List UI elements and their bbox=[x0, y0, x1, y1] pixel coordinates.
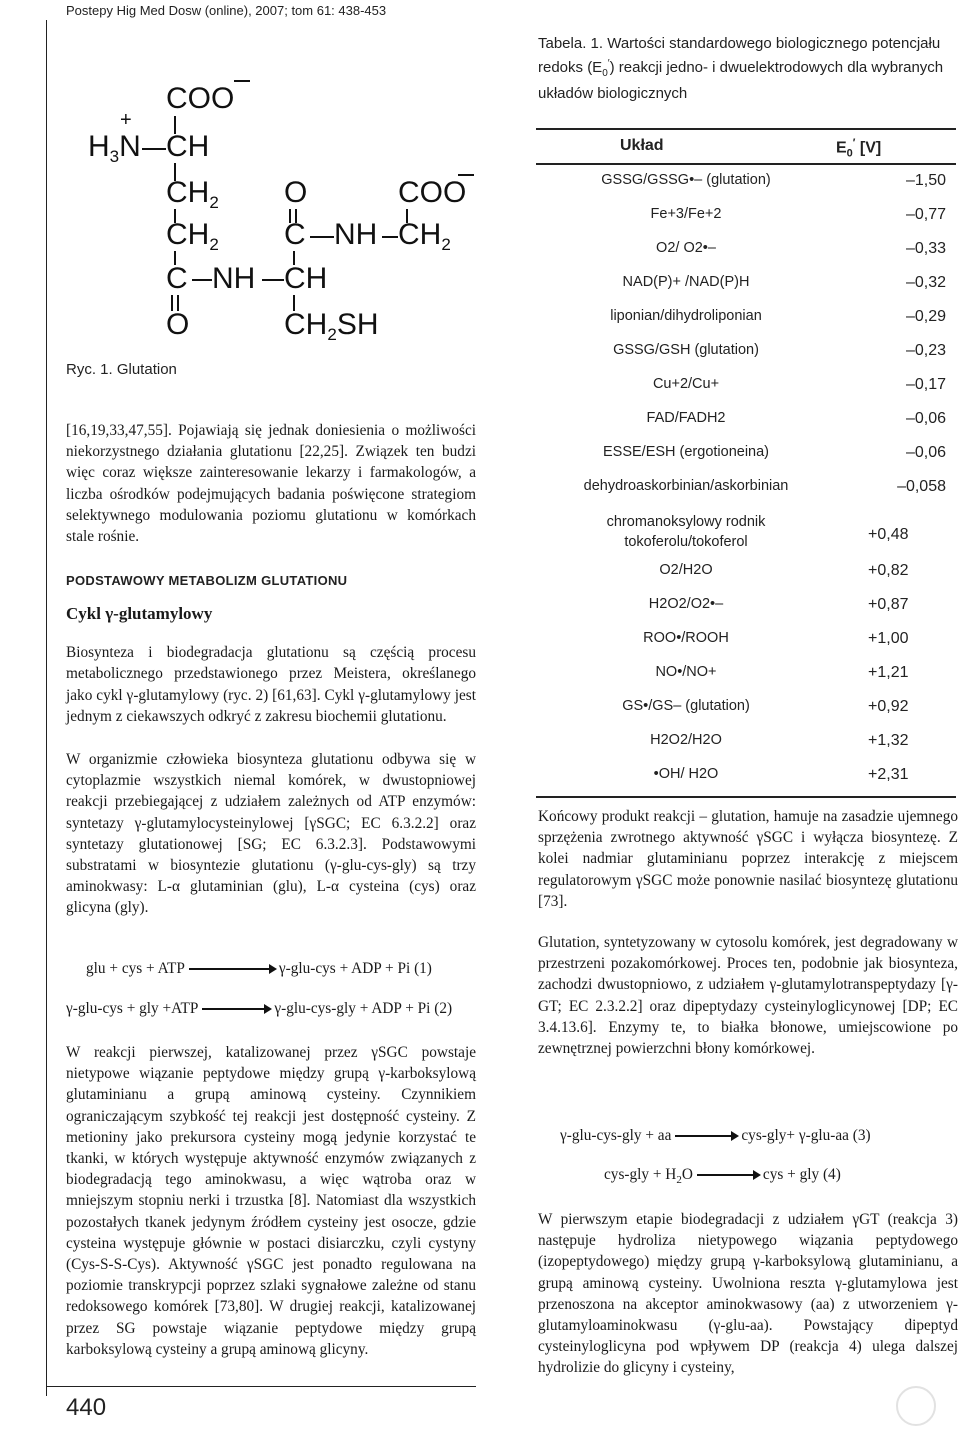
paragraph-degradation: Glutation, syntetyzowany w cytosolu komórek, jest degradowany w przestrzeni pozakomórkowej. Proces ten, podobnie jak biosynteza, zachodzi dwustopniowo, z udziałem γ-glutamylotranspeptydazy [γ-GT; EC 2.3.2.2] oraz dipeptydazy cysteinyloglicynowej [DP; EC 3.4.13.6]. Enzymy te, to białka błonowe, umiejscowione po zewnętrznej powierzchni błony komórkowej. bbox=[538, 934, 958, 1058]
table-row bbox=[536, 512, 956, 562]
charge-minus-top bbox=[234, 80, 250, 82]
table-header-rule bbox=[536, 163, 956, 165]
table-row bbox=[536, 444, 956, 478]
table-caption: Tabela. 1. Wartości standardowego biologicznego potencjału redoks $(E_0')$ reakcji jedno- i dwuelektrodowych dla wybranych układów biologicznych bbox=[538, 35, 944, 102]
table-cell-value: +1,21 bbox=[868, 664, 909, 681]
bond-nh-ch bbox=[262, 279, 284, 281]
atom-ch-mid: CH bbox=[284, 262, 328, 295]
table-row bbox=[536, 596, 956, 630]
table-cell-system: NO•/NO+ bbox=[655, 664, 717, 680]
table-row bbox=[536, 342, 956, 376]
right-column bbox=[538, 806, 958, 1059]
bond-n-ch bbox=[142, 148, 166, 150]
table-top-rule bbox=[536, 128, 956, 130]
paragraph-biosynthesis: W organizmie człowieka biosynteza glutationu odbywa się w cytoplazmie wszystkich niemal komórek, w dwustopniowej reakcji przebiegającej z udziałem zależnych od ATP enzymów: syntetazy γ-glutamylocysteinylowej [γSGC; EC 6.3.2.2] oraz syntetazy glutationowej [SG; EC 6.3.2.3]. Podstawowymi substratami w biosyntezie glutationu (γ-glu-cys-gly) są trzy aminokwasy: L-α glutaminian (glu), L-α cysteina (cys) oraz glicyna (gly). bbox=[66, 751, 476, 917]
table-cell-system: liponian/dihydroliponian bbox=[610, 308, 762, 324]
paragraph-reaction-one: W reakcji pierwszej, katalizowanej przez γSGC powstaje nietypowe wiązanie peptydowe między grupą γ-karboksylową glutaminianu a grupą aminową cysteiny. Czynnikiem ograniczającym szybkość tej reakcji jest dostępność cysteiny. Z metioniny jako prekursora cysteiny mogą jedynie korzystać te tkanki, w których występuje aktywność enzymów związanych z biodegradacją tego aminokwasu, a więc wątroba oraz w mniejszym stopniu nerki i trzustka [8]. Natomiast dla wszystkich pozostałych tkanek jedynym źródłem cysteiny jest osocze, gdzie cysteina występuje głównie w postaci disiarczku, czyli cystyny (Cys-S-S-Cys). Aktywność γSGC jest ponadto regulowana na poziomie transkrypcji poprzez szlaki sygnałowe zależne od stanu redoksowego komórek [73,80]. W drugiej reakcji, katalizowanej przez SG powstaje wiązanie peptydowe między grupą karboksylową cysteiny a grupą aminową glicyny. bbox=[66, 1044, 476, 1358]
atom-coo-top: COO bbox=[166, 82, 235, 115]
paragraph-feedback: Końcowy produkt reakcji – glutation, hamuje na zasadzie ujemnego sprzężenia zwrotnego aktywność γSGC i wyłącza biosyntezę. Z kolei nadmiar glutaminianu poprzez interakcję z miejscem regulatorowym γSGC może ponownie nasilać biosyntezę glutationu [73]. bbox=[538, 808, 958, 910]
table-cell-system: Cu+2/Cu+ bbox=[652, 376, 720, 392]
left-column-bottom bbox=[66, 1042, 476, 1360]
table-cell-system: ROO•/ROOH bbox=[643, 630, 729, 646]
subsection-title: Cykl γ-glutamylowy bbox=[66, 604, 213, 624]
atom-c-mid: C bbox=[284, 218, 306, 251]
left-margin-rule bbox=[46, 20, 47, 1396]
table-cell-value: –0,33 bbox=[905, 240, 946, 257]
reaction-arrow-icon bbox=[697, 1174, 759, 1176]
table-cell-value: +0,92 bbox=[868, 698, 909, 715]
table-row bbox=[536, 732, 956, 766]
table-header-value: $E_0'$ [V] bbox=[836, 137, 882, 160]
reaction-1: glu + cys + ATP γ-glu-cys + ADP + Pi (1) bbox=[86, 960, 432, 977]
reaction-arrow-icon bbox=[202, 1008, 270, 1010]
table-cell-value: –0,06 bbox=[905, 410, 946, 427]
atom-ch-top: CH bbox=[166, 130, 210, 163]
table-cell-value: –0,06 bbox=[905, 444, 946, 461]
table-cell-value: –0,77 bbox=[905, 206, 946, 223]
table-row bbox=[536, 274, 956, 308]
table-cell-value: +0,82 bbox=[868, 562, 909, 579]
atom-ch2sh: $CH_2SH$ bbox=[284, 308, 379, 344]
table-cell-system: GSSG/GSSG•– (glutation) bbox=[601, 172, 771, 188]
bond-nh-ch2-right bbox=[382, 236, 398, 238]
paragraph-first-stage: W pierwszym etapie biodegradacji z udziałem γGT (reakcja 3) następuje hydroliza nietypowego wiązania peptydowego (izopeptydowego) między grupą γ-karboksylową glutaminianu, a grupą aminową cysteiny. Uwolniona reszta γ-glutamylowa jest przenoszona na akceptor aminokwasowy (aa) z utworzeniem γ-glutamyloaminokwasu (γ-glu-aa). Powstający dipeptyd cysteinyloglicyna pod wpływem DP (reakcja 4) ulega dalszej hydrolizie do glicyny i cysteiny, bbox=[538, 1211, 958, 1377]
table-cell-system: chromanoksylowy rodnik tokoferolu/tokoferol bbox=[606, 514, 766, 550]
glutathione-structure-figure bbox=[66, 60, 486, 380]
table-row bbox=[536, 664, 956, 698]
table-cell-system: dehydroaskorbinian/askorbinian bbox=[583, 478, 789, 494]
table-cell-system: Fe+3/Fe+2 bbox=[650, 206, 722, 222]
table-row bbox=[536, 308, 956, 342]
table-cell-value: +1,00 bbox=[868, 630, 909, 647]
atom-ch2-b: $CH_2$ bbox=[166, 218, 219, 254]
atom-ch2-a: $CH_2$ bbox=[166, 176, 219, 212]
section-title: PODSTAWOWY METABOLIZM GLUTATIONU bbox=[66, 573, 348, 589]
charge-minus-right bbox=[458, 174, 474, 176]
table-row bbox=[536, 766, 956, 800]
table-cell-system: GS•/GS– (glutation) bbox=[622, 698, 750, 714]
atom-h3n: $H_3N$ bbox=[88, 130, 141, 166]
table-row bbox=[536, 562, 956, 596]
atom-nh-left: NH bbox=[212, 262, 256, 295]
bond-c-nh-mid bbox=[310, 236, 334, 238]
table-row bbox=[536, 630, 956, 664]
table-cell-value: –0,058 bbox=[897, 478, 946, 495]
bottom-rule bbox=[46, 1386, 476, 1387]
reaction-arrow-icon bbox=[189, 968, 275, 970]
table-cell-value: –1,50 bbox=[905, 172, 946, 189]
table-row bbox=[536, 172, 956, 206]
atom-o-bottom: O bbox=[166, 308, 190, 341]
table-row bbox=[536, 206, 956, 240]
reaction-4: $cys-gly + H_2O$ cys + gly (4) bbox=[604, 1166, 841, 1187]
table-row bbox=[536, 478, 956, 512]
publisher-logo-icon bbox=[896, 1386, 936, 1426]
page-number: 440 bbox=[66, 1394, 107, 1421]
table-cell-value: +2,31 bbox=[868, 766, 909, 783]
table-row bbox=[536, 240, 956, 274]
table-cell-value: +0,87 bbox=[868, 596, 909, 613]
table-cell-value: –0,29 bbox=[905, 308, 946, 325]
left-column bbox=[66, 420, 476, 919]
figure-caption: Ryc. 1. Glutation bbox=[66, 361, 177, 378]
reaction-2: γ-glu-cys + gly +ATP γ-glu-cys-gly + ADP + Pi (2) bbox=[66, 1000, 453, 1017]
table-cell-value: –0,17 bbox=[905, 376, 946, 393]
table-cell-system: H2O2/O2•– bbox=[648, 596, 724, 612]
paragraph-cycle: Biosynteza i biodegradacja glutationu są częścią procesu metabolicznego przedstawionego przez Meistera, określanego jako cykl γ-glutamylowy (ryc. 2) [61,63]. Cykl γ-glutamylowy jest jednym z ciekawszych odkryć z zakresu biochemii glutationu. bbox=[66, 644, 476, 725]
table-cell-system: FAD/FADH2 bbox=[646, 410, 726, 426]
atom-nh-mid: NH bbox=[334, 218, 378, 251]
table-row bbox=[536, 410, 956, 444]
table-cell-value: –0,23 bbox=[905, 342, 946, 359]
table-cell-value: –0,32 bbox=[905, 274, 946, 291]
table-cell-system: ESSE/ESH (ergotioneina) bbox=[602, 444, 770, 460]
charge-plus: + bbox=[120, 109, 132, 131]
table-cell-value: +0,48 bbox=[868, 526, 909, 543]
table-cell-system: O2/ O2•– bbox=[656, 240, 716, 256]
atom-o-top-mid: O bbox=[284, 176, 308, 209]
table-cell-system: O2/H2O bbox=[659, 562, 713, 578]
intro-paragraph: [16,19,33,47,55]. Pojawiają się jednak doniesienia o możliwości niekorzystnego działania glutationu [22,25]. Związek ten budzi więc coraz większe zainteresowanie lekarzy i farmakologów, a liczba ośrodków podejmujących badania poświęcone strategiom selektywnego modulowania poziomu glutationu w komórkach stale rośnie. bbox=[66, 422, 476, 546]
table-cell-system: NAD(P)+ /NAD(P)H bbox=[622, 274, 750, 290]
table-cell-system: •OH/ H2O bbox=[653, 766, 719, 782]
table-header-system: Układ bbox=[620, 137, 664, 154]
journal-header: Postepy Hig Med Dosw (online), 2007; tom 61: 438-453 bbox=[66, 3, 387, 18]
atom-coo-right: COO bbox=[398, 176, 467, 209]
table-bottom-rule bbox=[536, 796, 956, 798]
atom-c-left: C bbox=[166, 262, 188, 295]
table-cell-value: +1,32 bbox=[868, 732, 909, 749]
reaction-3: γ-glu-cys-gly + aa cys-gly+ γ-glu-aa (3) bbox=[560, 1127, 871, 1144]
table-cell-system: H2O2/H2O bbox=[650, 732, 722, 748]
table-cell-system: GSSG/GSH (glutation) bbox=[613, 342, 759, 358]
reaction-arrow-icon bbox=[675, 1135, 737, 1137]
table-row bbox=[536, 698, 956, 732]
bond-c-nh bbox=[192, 279, 212, 281]
table-row bbox=[536, 376, 956, 410]
right-column-bottom bbox=[538, 1209, 958, 1379]
atom-ch2-right: $CH_2$ bbox=[398, 218, 451, 254]
